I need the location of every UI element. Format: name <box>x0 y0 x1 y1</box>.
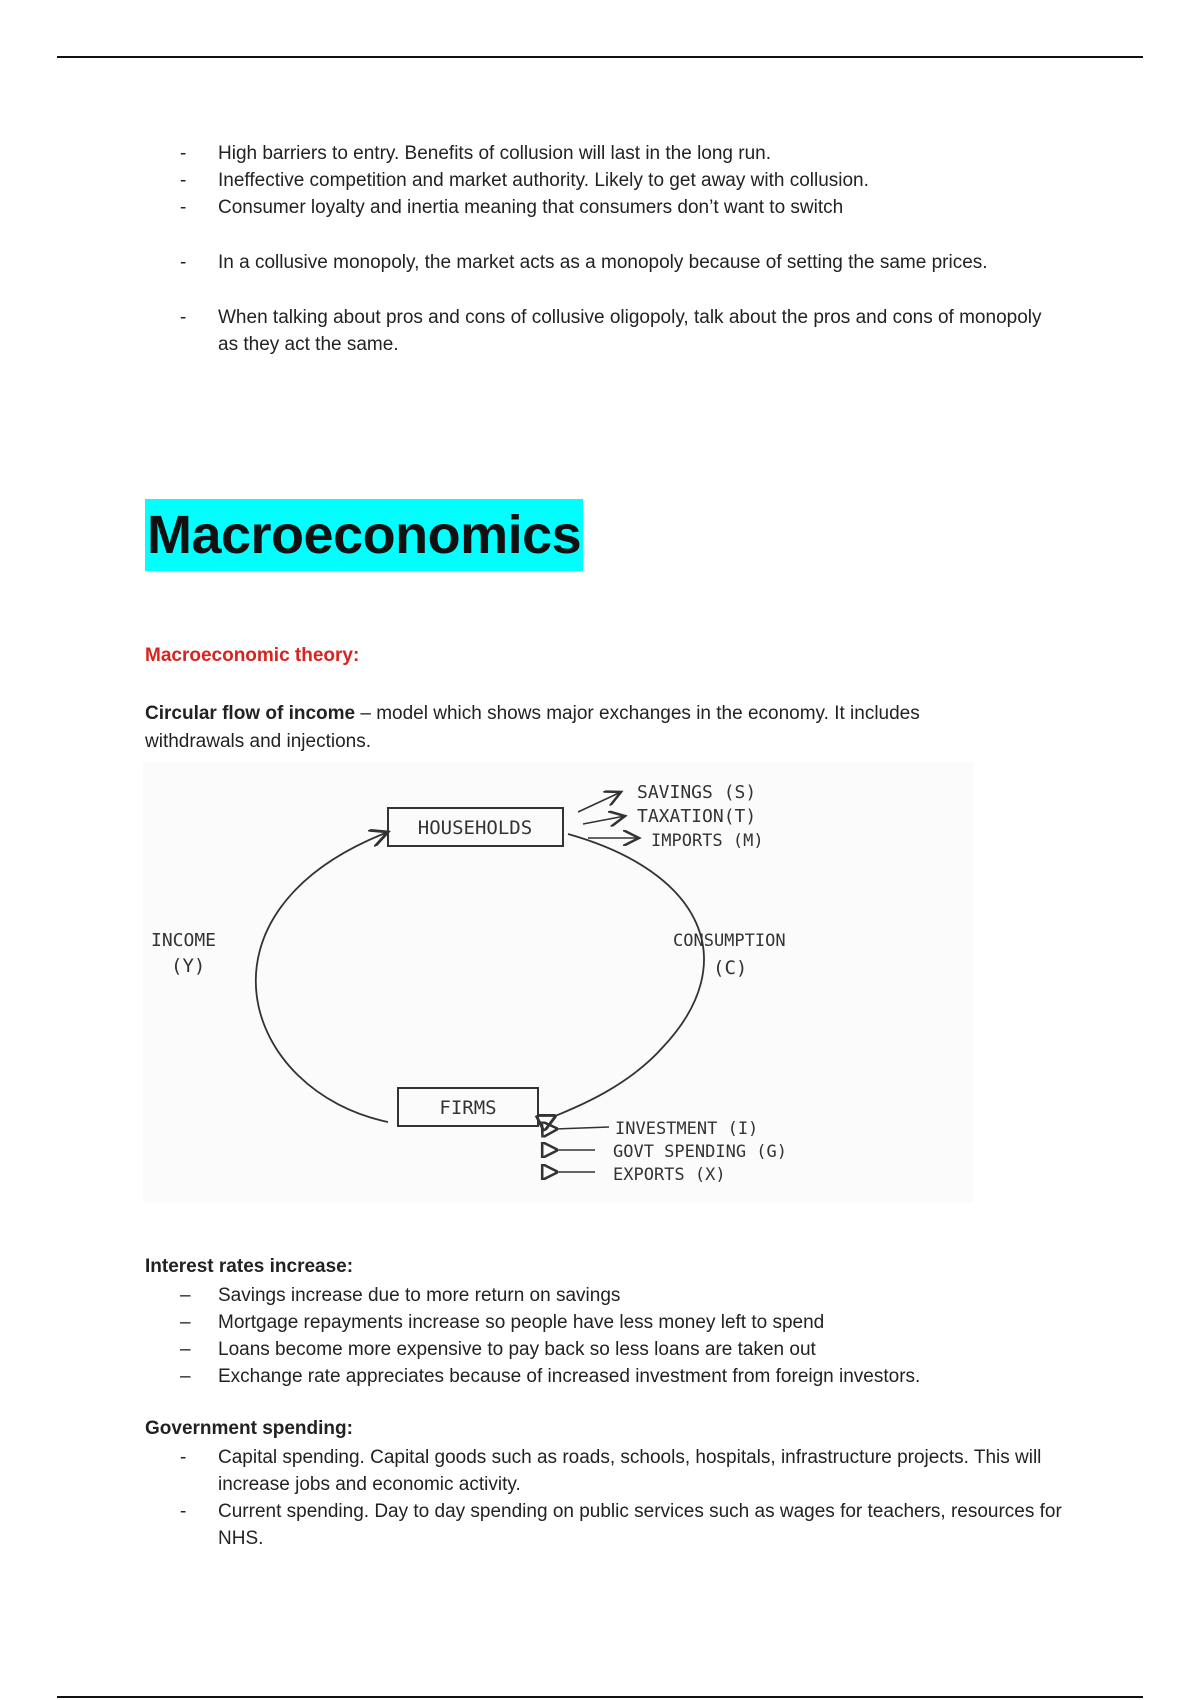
bullet-marker: - <box>180 307 187 328</box>
collusive-monopoly-bullet <box>145 249 1065 276</box>
list-item: - Ineffective competition and market authority. Likely to get away with collusion. <box>145 167 1065 194</box>
bullet-marker: - <box>180 1501 187 1522</box>
section-subheading: Macroeconomic theory: <box>145 645 360 666</box>
list-item: - High barriers to entry. Benefits of collusion will last in the long run. <box>145 140 1065 167</box>
list-item: – Savings increase due to more return on savings <box>145 1282 1065 1309</box>
government-spending-section <box>145 1444 1065 1552</box>
list-item: – Mortgage repayments increase so people have less money left to spend <box>145 1309 1065 1336</box>
bullet-marker: – <box>180 1312 191 1333</box>
bullet-marker: – <box>180 1339 191 1360</box>
income-symbol: (Y) <box>171 955 206 977</box>
list-item: - In a collusive monopoly, the market acts as a monopoly because of setting the same prices. <box>145 249 1065 276</box>
taxation-arrow <box>583 816 625 824</box>
list-item: - Capital spending. Capital goods such as roads, schools, hospitals, infrastructure projects. This will increase jobs and economic activity. <box>145 1444 1065 1498</box>
bullet-marker: - <box>180 1447 187 1468</box>
list-item: - Current spending. Day to day spending on public services such as wages for teachers, resources for NHS. <box>145 1498 1065 1552</box>
heading-wrapper <box>145 499 583 571</box>
top-bullet-section <box>145 140 1065 358</box>
circular-flow-definition <box>145 700 975 756</box>
government-spending-title: Government spending: <box>145 1418 353 1439</box>
interest-rates-list <box>145 1282 1065 1390</box>
definition-text: – model which shows major exchanges in the economy. It includes withdrawals and injections. <box>145 703 920 752</box>
bullet-marker: - <box>180 143 187 164</box>
bullet-marker: - <box>180 252 187 273</box>
income-label: INCOME <box>151 930 217 951</box>
taxation-label: TAXATION(T) <box>637 806 757 827</box>
bottom-rule <box>57 1696 1143 1698</box>
list-item: - When talking about pros and cons of collusive oligopoly, talk about the pros and cons of monopoly as they act the same. <box>145 304 1065 358</box>
top-rule <box>57 56 1143 58</box>
bullet-marker: - <box>180 197 187 218</box>
investment-label: INVESTMENT (I) <box>615 1119 759 1139</box>
govt-spending-label: GOVT SPENDING (G) <box>613 1142 787 1162</box>
pros-cons-bullet <box>145 304 1065 358</box>
bullet-marker: - <box>180 170 187 191</box>
list-item: - Consumer loyalty and inertia meaning that consumers don’t want to switch <box>145 194 1065 221</box>
consumption-symbol: (C) <box>713 957 748 979</box>
interest-rates-section <box>145 1282 1065 1390</box>
investment-arrow <box>555 1127 609 1129</box>
imports-label: IMPORTS (M) <box>651 831 764 851</box>
consumption-label: CONSUMPTION <box>673 931 786 951</box>
consumption-flow-arrow <box>553 834 704 1117</box>
diagram-svg <box>143 762 973 1202</box>
top-bullet-list <box>145 140 1065 221</box>
bullet-marker: – <box>180 1366 191 1387</box>
firms-label: FIRMS <box>439 1097 497 1119</box>
list-item: – Loans become more expensive to pay back so less loans are taken out <box>145 1336 1065 1363</box>
savings-arrow <box>578 792 621 812</box>
definition-term: Circular flow of income <box>145 703 356 724</box>
income-flow-arrow <box>256 832 388 1122</box>
government-spending-list <box>145 1444 1065 1552</box>
interest-rates-title: Interest rates increase: <box>145 1256 354 1277</box>
circular-flow-diagram <box>143 762 973 1202</box>
bullet-marker: – <box>180 1285 191 1306</box>
households-label: HOUSEHOLDS <box>417 817 533 839</box>
list-item: – Exchange rate appreciates because of increased investment from foreign investors. <box>145 1363 1065 1390</box>
page-title: Macroeconomics <box>145 499 583 571</box>
exports-label: EXPORTS (X) <box>613 1165 726 1185</box>
savings-label: SAVINGS (S) <box>637 782 757 803</box>
